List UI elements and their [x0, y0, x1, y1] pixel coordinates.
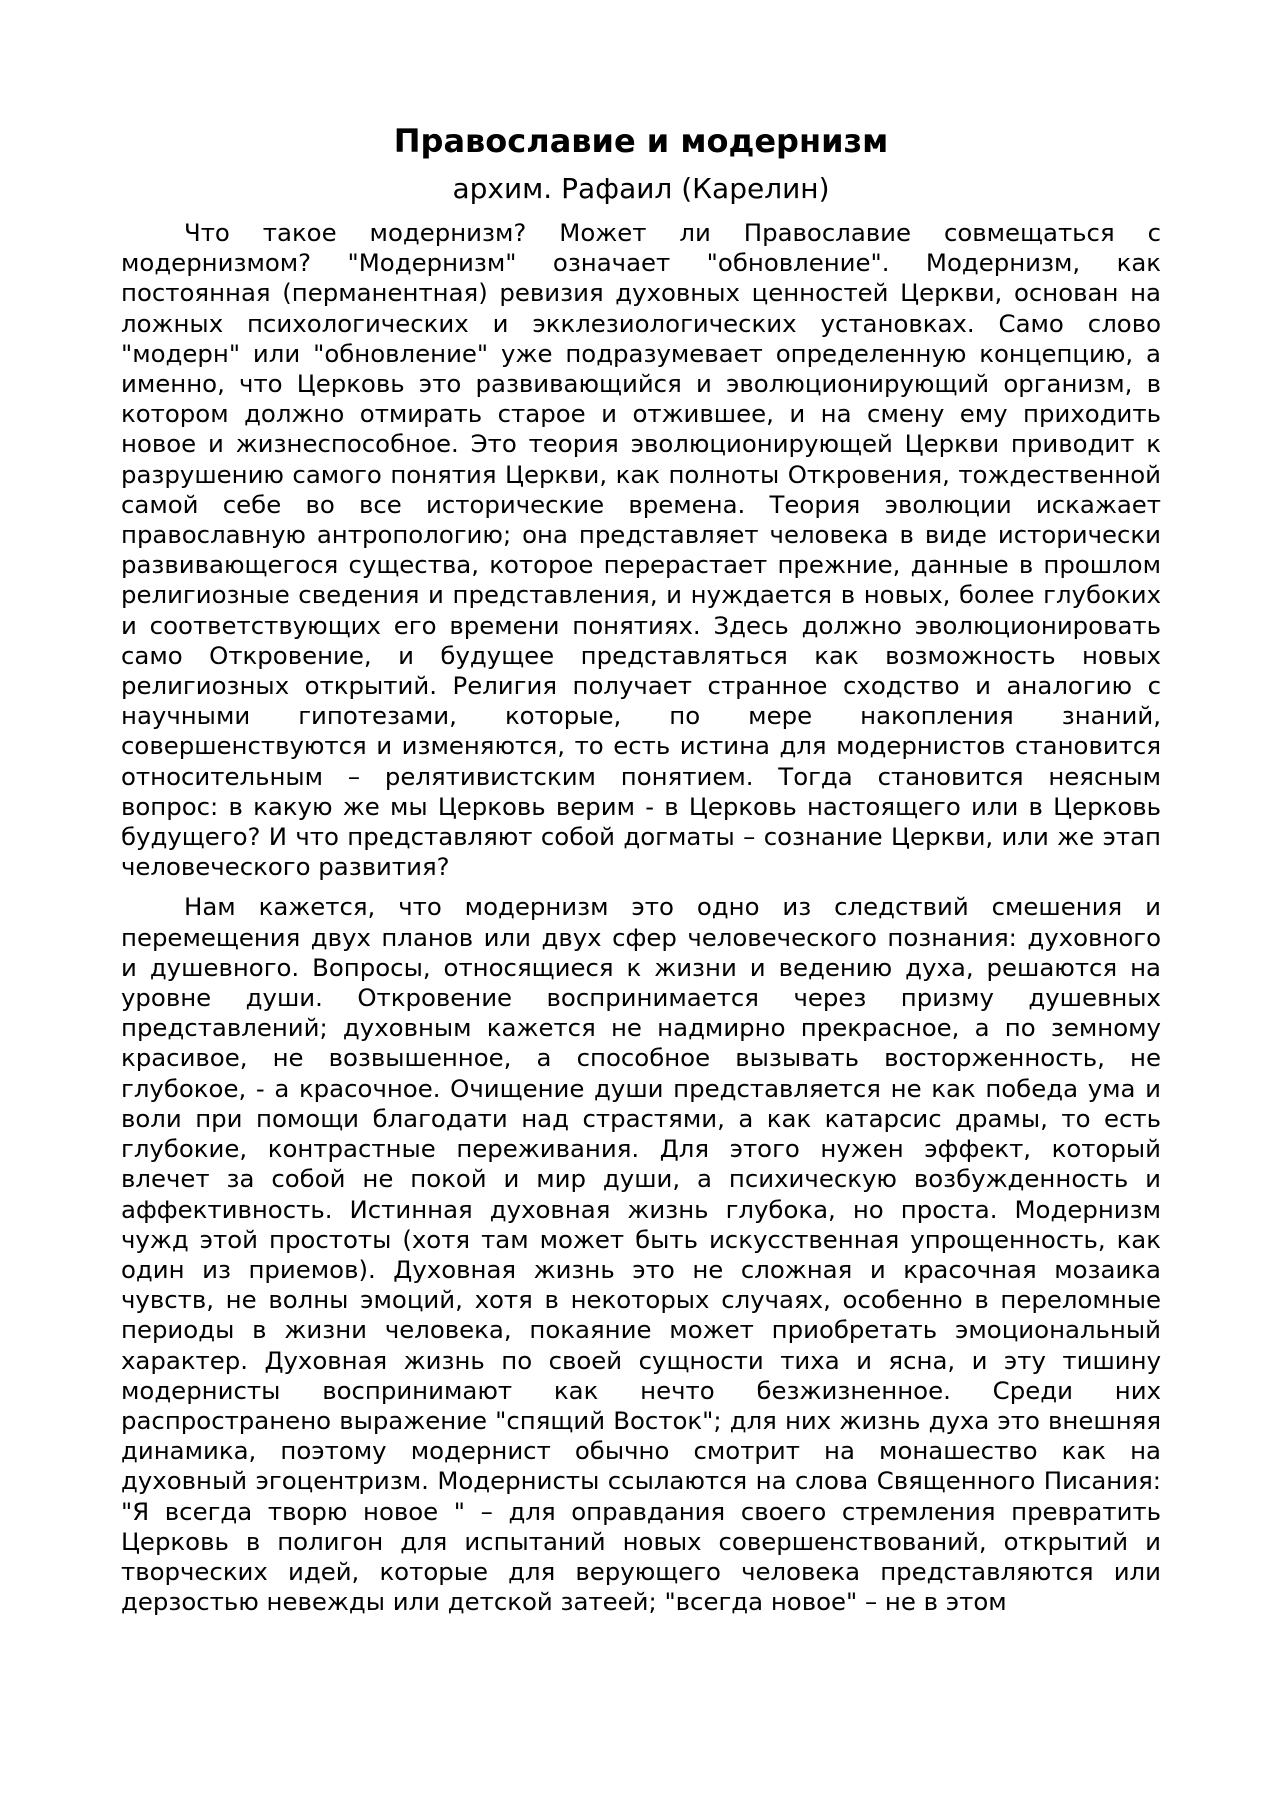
- document-page: [121, 116, 1161, 1627]
- paragraph: Что такое модернизм? Может ли Православие совмещаться с модернизмом? "Модернизм" означает "обновление". Модернизм, как постоянная (перманентная) ревизия духовных ценностей Церкви, основан на ложных психологических и экклезиологических установках. Само слово "модерн" или "обновление" уже подразумевает определенную концепцию, а именно, что Церковь это развивающийся и эволюционирующий организм, в котором должно отмирать старое и отжившее, и на смену ему приходить новое и жизнеспособное. Это теория эволюционирующей Церкви приводит к разрушению самого понятия Церкви, как полноты Откровения, тождественной самой себе во все исторические времена. Теория эволюции искажает православную антропологию; она представляет человека в виде исторически развивающегося существа, которое перерастает прежние, данные в прошлом религиозные сведения и представления, и нуждается в новых, более глубоких и соответствующих его времени понятиях. Здесь должно эволюционировать само Откровение, и будущее представляться как возможность новых религиозных открытий. Религия получает странное сходство и аналогию с научными гипотезами, которые, по мере накопления знаний, совершенствуются и изменяются, то есть истина для модернистов становится относительным – релятивистским понятием. Тогда становится неясным вопрос: в какую же мы Церковь верим - в Церковь настоящего или в Церковь будущего? И что представляют собой догматы – сознание Церкви, или же этап человеческого развития?: [121, 218, 1161, 882]
- paragraph: Нам кажется, что модернизм это одно из следствий смешения и перемещения двух планов или двух сфер человеческого познания: духовного и душевного. Вопросы, относящиеся к жизни и ведению духа, решаются на уровне души. Откровение воспринимается через призму душевных представлений; духовным кажется не надмирно прекрасное, а по земному красивое, не возвышенное, а способное вызывать восторженность, не глубокое, - а красочное. Очищение души представляется не как победа ума и воли при помощи благодати над страстями, а как катарсис драмы, то есть глубокие, контрастные переживания. Для этого нужен эффект, который влечет за собой не покой и мир души, а психическую возбужденность и аффективность. Истинная духовная жизнь глубока, но проста. Модернизм чужд этой простоты (хотя там может быть искусственная упрощенность, как один из приемов). Духовная жизнь это не сложная и красочная мозаика чувств, не волны эмоций, хотя в некоторых случаях, особенно в переломные периоды в жизни человека, покаяние может приобретать эмоциональный характер. Духовная жизнь по своей сущности тиха и ясна, и эту тишину модернисты воспринимают как нечто безжизненное. Среди них распространено выражение "спящий Восток"; для них жизнь духа это внешняя динамика, поэтому модернист обычно смотрит на монашество как на духовный эгоцентризм. Модернисты ссылаются на слова Священного Писания: "Я всегда творю новое " – для оправдания своего стремления превратить Церковь в полигон для испытаний новых совершенствований, открытий и творческих идей, которые для верующего человека представляются или дерзостью невежды или детской затеей; "всегда новое" – не в этом: [121, 892, 1161, 1617]
- document-title: Православие и модернизм: [393, 122, 889, 160]
- document-author: архим. Рафаил (Карелин): [452, 172, 830, 205]
